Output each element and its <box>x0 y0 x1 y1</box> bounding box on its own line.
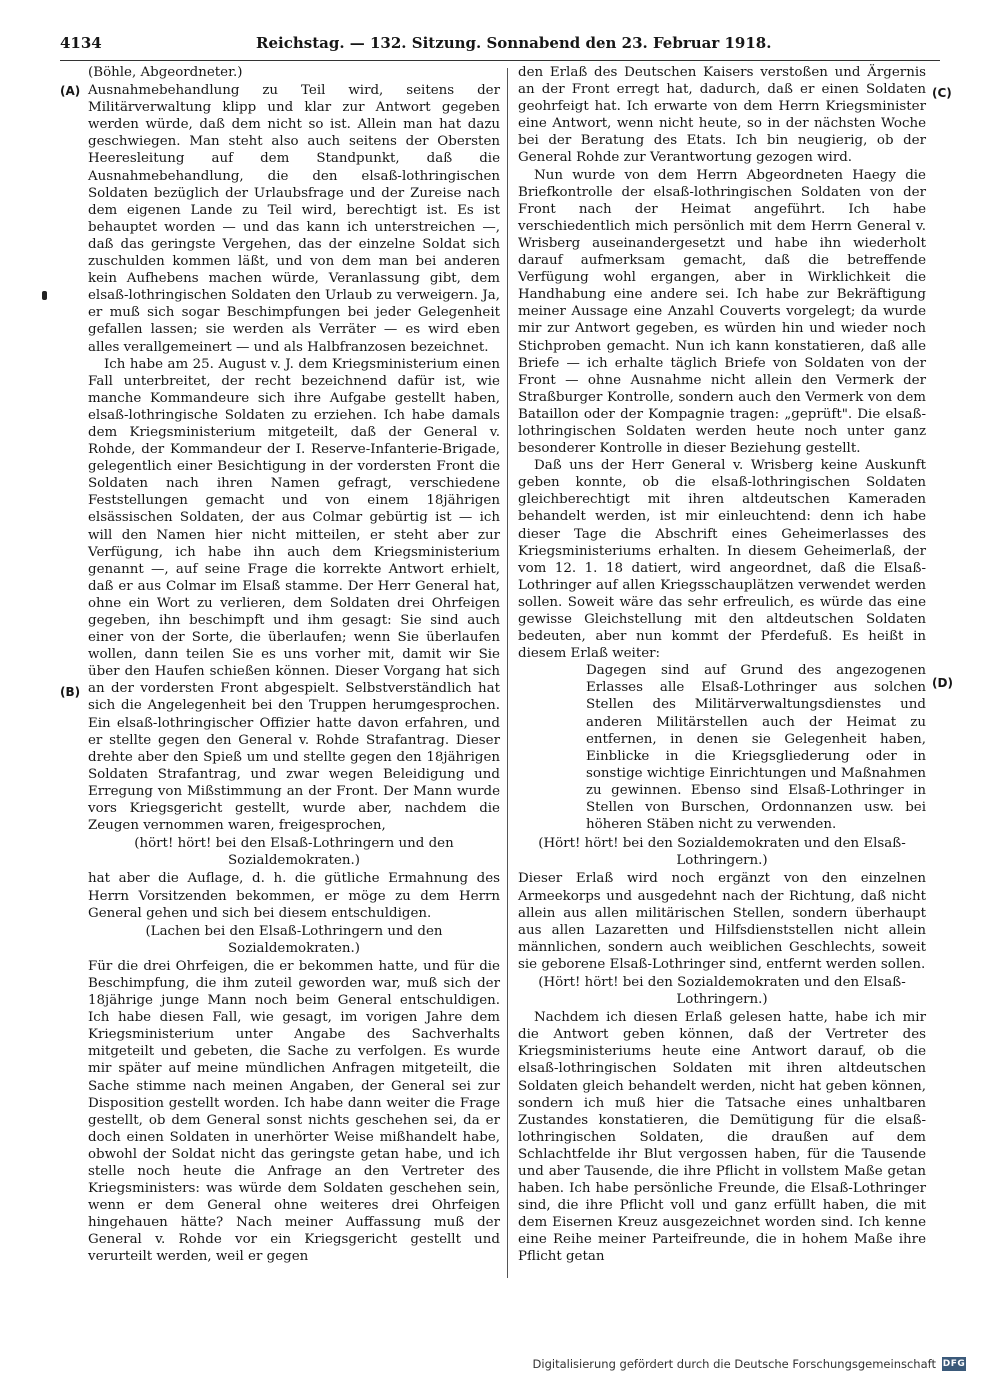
right-paragraph-2: Nun wurde von dem Herrn Abgeordneten Haegy die Briefkontrolle der elsaß-lothringischen Soldaten von der Front nach der Heimat angeführt. Ich habe verschiedentlich mich persönlich mit dem Herrn General v. Wrisberg auseinandergesetzt und habe ihn wiederholt darauf aufmerksam gemacht, daß die betreffende Verfügung wohl ergangen, aber in Wirklichkeit die Handhabung eine andere sei. Ich habe zur Bekräftigung meiner Aussage eine Anzahl Couverts vorgelegt; da wurde mir zur Antwort gegeben, es würden hin und wieder noch Stichproben gemacht. Nun ich kann konstatieren, daß alle Briefe — ich erhalte täglich Briefe von Soldaten von der Front — ohne Ausnahme nicht allein den Vermerk der Straßburger Kontrolle, sondern auch den Vermerk von dem Bataillon oder der Kompagnie tragen: „geprüft". Die elsaß-lothringischen Soldaten werden heute noch unter ganz besonderer Kontrolle in dieser Beziehung gestellt. <box>518 167 926 457</box>
margin-letter-b: (B) <box>60 685 81 699</box>
left-paragraph-4: Für die drei Ohrfeigen, die er bekommen hatte, und für die Beschimpfung, die ihm zuteil geworden war, muß sich der 18jährige junge Mann noch beim General entschuldigen. Ich habe diesen Fall, wie gesagt, im vorigen Jahre dem Kriegsministerium unter Angabe des Sachverhalts mitgeteilt und gebeten, die Sache zu verfolgen. Es wurde mir später auf meine mündlichen Anfragen mitgeteilt, die Sache stimme nach meinen Angaben, der General sei zur Disposition gestellt worden. Ich habe dann weiter die Frage gestellt, ob dem General sonst nichts geschehen sei, da er doch einen Soldaten in unerhörter Weise mißhandelt habe, obwohl der Soldat nicht das geringste getan habe, und ich stelle noch heute die Anfrage an den Vertreter des Kriegsministers: was würde dem Soldaten geschehen sein, wenn er dem General ohne weiteres drei Ohrfeigen hingehauen hätte? Nach meiner Auffassung muß der General v. Rohde vor ein Kriegsgericht gestellt und verurteilt werden, weil er gegen <box>88 958 500 1265</box>
dfg-logo: DFG <box>942 1359 966 1369</box>
right-paragraph-3: Daß uns der Herr General v. Wrisberg keine Auskunft geben konnte, ob die elsaß-lothringischen Soldaten gleichberechtigt mit ihren altdeutschen Kameraden behandelt werden, ist mir einleuchtend: denn ich habe dieser Tage die Abschrift eines Geheimerlasses des Kriegsministeriums erhalten. In diesem Geheimerlaß, der vom 12. 1. 18 datiert, wird angeordnet, daß die Elsaß-Lothringer auf allen Kriegsschauplätzen verwendet werden sollen. Soweit wäre das sehr erfreulich, es würde das eine gewisse Gleichstellung mit den altdeutschen Soldaten bedeuten, aber nun kommt der Pferdefuß. Es heißt in diesem Erlaß weiter: <box>518 458 926 662</box>
header-rule <box>60 60 940 61</box>
left-paragraph-3: hat aber die Auflage, d. h. die gütliche Ermahnung des Herrn Vorsitzenden bekommen, er möge zu dem Herrn General gehen und sich bei diesem entschuldigen. <box>88 871 500 921</box>
speaker-attribution: (Böhle, Abgeordneter.) <box>88 65 243 80</box>
margin-letter-d: (D) <box>932 676 953 690</box>
right-interjection-2: (Hört! hört! bei den Sozialdemokraten und den Elsaß-Lothringern.) <box>538 974 906 1008</box>
left-paragraph-2: Ich habe am 25. August v. J. dem Kriegsministerium einen Fall unterbreitet, der recht bezeichnend dafür ist, wie manche Kommandeure sich ihre Aufgabe gestellt haben, elsaß-lothringische Soldaten zu erziehen. Ich habe damals dem Kriegsministerium mitgeteilt, daß der General v. Rohde, der Kommandeur der I. Reserve-Infanterie-Brigade, gelegentlich einer Besichtigung in der vordersten Front die Soldaten nach ihren Namen gefragt, verschiedene Feststellungen gemacht und von einem 18jährigen elsässischen Soldaten, der aus Colmar gebürtig ist — ich will den Namen hier nicht mitteilen, er steht aber zur Verfügung, ich habe ihn auch dem Kriegsministerium genannt —, auf seine Frage die korrekte Antwort erhielt, daß er aus Colmar im Elsaß stamme. Der Herr General hat, ohne ein Wort zu verlieren, dem Soldaten drei Ohrfeigen gegeben, ihn beschimpft und ihm gesagt: Sie sind auch einer von der Sorte, die überlaufen; wenn Sie überlaufen wollen, dann teilen Sie es uns vorher mit, damit wir Sie über den Haufen schießen können. Dieser Vorgang hat sich an der vordersten Front abgespielt. Selbstverständlich hat sich die Angelegenheit bei den Truppen herumgesprochen. Ein elsaß-lothringischer Offizier hatte davon erfahren, und er stellte gegen den General v. Rohde Strafantrag. Dieser drehte aber den Spieß um und stellte gegen den 18jährigen Soldaten Strafantrag, und zwar wegen Beleidigung und Erregung von Mißstimmung an der Front. Der Mann wurde vors Kriegsgericht gestellt, wurde aber, nachdem die Zeugen vernommen waren, freigesprochen, <box>88 356 500 834</box>
margin-letter-a: (A) <box>60 84 81 98</box>
column-divider <box>507 68 508 1278</box>
left-paragraph-1: Ausnahmebehandlung zu Teil wird, seitens der Militärverwaltung klipp und klar zur Antwort gegeben werden würde, daß dem nicht so ist. Allein man hat dazu geschwiegen. Man steht also auch seitens der Obersten Heeresleitung auf dem Standpunkt, daß die Ausnahmebehandlung, die den elsaß-lothringischen Soldaten bezüglich der Urlaubsfrage und der Zureise nach dem eigenen Lande zu Teil wird, berechtigt ist. Es ist behauptet worden — und das kann ich unterstreichen —, daß das geringste Vergehen, das der einzelne Soldat sich zuschulden kommen läßt, und von dem man bei anderen kein Aufhebens machen würde, Veranlassung gibt, dem elsaß-lothringischen Soldaten den Urlaub zu verweigern. Ja, er muß sich sogar Beschimpfungen bei jeder Gelegenheit gefallen lassen; sie werden als Verräter — es wird eben alles verallgemeinert — und als Halbfranzosen bezeichnet. <box>88 83 500 355</box>
footer-text: Digitalisierung gefördert durch die Deutsche Forschungsgemeinschaft <box>532 1357 936 1371</box>
right-paragraph-5: Nachdem ich diesen Erlaß gelesen hatte, habe ich mir die Antwort geben können, daß der Vertreter des Kriegsministeriums heute eine Antwort darauf, ob die elsaß-lothringischen Soldaten mit ihren altdeutschen Soldaten gleich behandelt werden, nicht hat geben können, sondern ich muß hier die Tatsache eines unhaltbaren Zustandes konstatieren, die Demütigung für die elsaß-lothringischen Soldaten, die draußen auf dem Schlachtfelde ihr Blut vergossen haben, für die Tausende und aber Tausende, die ihre Pflicht in vollstem Maße getan haben. Ich habe persönliche Freunde, die Elsaß-Lothringer sind, die ihre Pflicht voll und ganz erfüllt haben, die mit dem Eisernen Kreuz ausgezeichnet worden sind. Ich kenne eine Reihe meiner Parteifreunde, die in hohem Maße ihre Pflicht getan <box>518 1010 926 1265</box>
right-paragraph-4: Dieser Erlaß wird noch ergänzt von den einzelnen Armeekorps und ausgedehnt nach der Richtung, daß nicht allein aus allen militärischen Stellen, sondern überhaupt aus allen Lazaretten und Hilfsdienststellen nicht allein männlichen, sondern auch weiblichen Geschlechts, soweit sie geborene Elsaß-Lothringer sind, entfernt werden sollen. <box>518 871 926 972</box>
margin-letter-c: (C) <box>932 86 952 100</box>
right-column <box>518 64 926 1266</box>
running-head: Reichstag. — 132. Sitzung. Sonnabend den 23. Februar 1918. <box>256 34 772 52</box>
left-interjection-2: (Lachen bei den Elsaß-Lothringern und den Sozialdemokraten.) <box>145 923 443 956</box>
right-interjection-1: (Hört! hört! bei den Sozialdemokraten und den Elsaß-Lothringern.) <box>538 836 906 869</box>
decree-quote: Dagegen sind auf Grund des angezogenen Erlasses alle Elsaß-Lothringer aus solchen Stellen des Militärverwaltungsdienstes und anderen Militärstellen auch der Heimat zu entfernen, in denen sie Gelegenheit haben, Einblicke in die Kriegsgliederung oder in sonstige wichtige Einrichtungen und Maßnahmen zu gewinnen. Ebenso sind Elsaß-Lothringer in Stellen von Burschen, Ordonnanzen usw. bei höheren Stäben nicht zu verwenden. <box>586 663 926 833</box>
right-paragraph-1: den Erlaß des Deutschen Kaisers verstoßen und Ärgernis an der Front erregt hat, dadurch, daß er einen Soldaten geohrfeigt hat. Ich erwarte von dem Herrn Kriegsminister eine Antwort, wenn nicht heute, so in der nächsten Woche bei der Beratung des Etats. Ich bin neugierig, ob der General Rohde zur Verantwortung gezogen wird. <box>518 65 926 166</box>
left-interjection-1: (hört! hört! bei den Elsaß-Lothringern und den Sozialdemokraten.) <box>134 836 454 869</box>
page-header <box>60 34 940 58</box>
left-column <box>88 64 500 1266</box>
digitization-footer <box>533 1355 966 1373</box>
scan-speck <box>42 291 47 300</box>
page-number: 4134 <box>60 34 102 52</box>
